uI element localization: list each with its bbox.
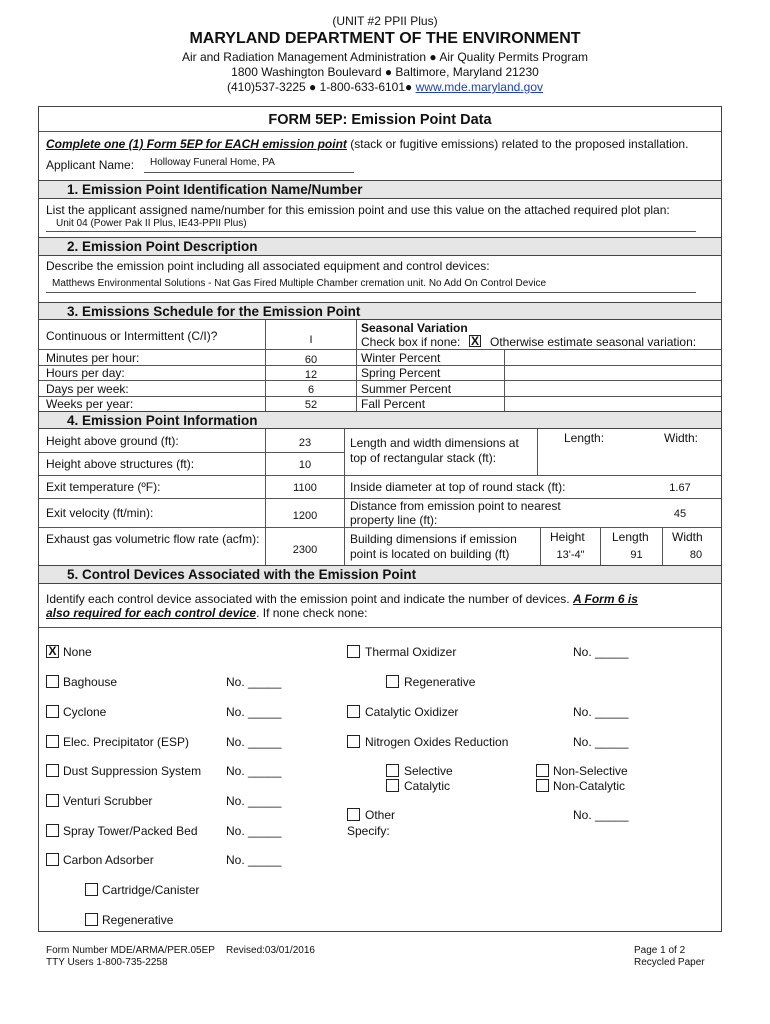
divider (356, 320, 357, 412)
divider (39, 527, 721, 528)
divider (537, 429, 538, 475)
divider (39, 349, 357, 350)
divider (39, 475, 721, 476)
inside-diameter-label: Inside diameter at top of round stack (ft): (350, 480, 566, 494)
exit-temp-value[interactable]: 1100 (293, 482, 317, 494)
nox-reduction-label: Nitrogen Oxides Reduction (365, 735, 509, 749)
form-title: FORM 5EP: Emission Point Data (268, 112, 492, 128)
summer-input[interactable] (505, 381, 721, 396)
winter-label: Winter Percent (361, 351, 441, 365)
other-checkbox[interactable] (347, 808, 360, 821)
carbon-adsorber-label: Carbon Adsorber (63, 853, 154, 867)
venturi-label: Venturi Scrubber (63, 794, 153, 808)
building-dimensions-label: Building dimensions if emission point is located on building (ft) (350, 532, 517, 561)
cyclone-checkbox[interactable] (46, 705, 59, 718)
non-selective-label: Non-Selective (553, 764, 628, 778)
baghouse-checkbox[interactable] (46, 675, 59, 688)
weeks-value[interactable]: 52 (304, 399, 318, 411)
thermal-oxidizer-checkbox[interactable] (347, 645, 360, 658)
minutes-label: Minutes per hour: (46, 351, 140, 365)
divider (344, 429, 345, 565)
dust-suppression-number[interactable]: No. _____ (226, 764, 282, 778)
section-1-text: List the applicant assigned name/number for this emission point and use this value on the attached required plot plan: (46, 203, 670, 217)
building-length-label: Length (612, 530, 649, 544)
height-structures-label: Height above structures (ft): (46, 457, 195, 471)
height-ground-value[interactable]: 23 (298, 437, 312, 449)
section-5-text-2: also required for each control device. If none check none: (46, 606, 368, 620)
non-selective-checkbox[interactable] (536, 764, 549, 777)
address-line-2: 1800 Washington Boulevard ● Baltimore, Maryland 21230 (231, 65, 539, 79)
fall-input[interactable] (505, 397, 721, 411)
esp-checkbox[interactable] (46, 735, 59, 748)
cyclone-label: Cyclone (63, 705, 107, 719)
regenerative-left-checkbox[interactable] (85, 913, 98, 926)
dust-suppression-checkbox[interactable] (46, 764, 59, 777)
flow-rate-value[interactable]: 2300 (292, 544, 318, 556)
spray-tower-label: Spray Tower/Packed Bed (63, 824, 198, 838)
continuous-value[interactable]: I (309, 334, 313, 346)
cartridge-checkbox[interactable] (85, 883, 98, 896)
section-2-text: Describe the emission point including all associated equipment and control devices: (46, 259, 490, 273)
divider (39, 131, 721, 132)
height-ground-label: Height above ground (ft): (46, 434, 179, 448)
fall-label: Fall Percent (361, 397, 426, 411)
tty-number: TTY Users 1-800-735-2258 (46, 957, 168, 968)
selective-label: Selective (404, 764, 453, 778)
venturi-number[interactable]: No. _____ (226, 794, 282, 808)
regenerative-right-checkbox[interactable] (386, 675, 399, 688)
department-title: MARYLAND DEPARTMENT OF THE ENVIRONMENT (189, 30, 581, 47)
esp-number[interactable]: No. _____ (226, 735, 282, 749)
summer-label: Summer Percent (361, 382, 452, 396)
building-height-label: Height (550, 530, 585, 544)
spring-input[interactable] (505, 366, 721, 380)
dust-suppression-label: Dust Suppression System (63, 764, 202, 778)
days-value[interactable]: 6 (307, 384, 315, 396)
minutes-value[interactable]: 60 (304, 354, 318, 366)
cartridge-label: Cartridge/Canister (102, 883, 200, 897)
days-label: Days per week: (46, 382, 129, 396)
winter-input[interactable] (505, 350, 721, 365)
building-width-label: Width (672, 530, 703, 544)
applicant-label: Applicant Name: (46, 158, 135, 172)
specify-label: Specify: (347, 824, 390, 838)
length-label: Length: (564, 431, 605, 445)
non-catalytic-label: Non-Catalytic (553, 779, 626, 793)
length-width-label: Length and width dimensions at top of rectangular stack (ft): (350, 436, 519, 465)
weeks-label: Weeks per year: (46, 397, 134, 411)
exit-velocity-value[interactable]: 1200 (292, 510, 318, 522)
distance-value[interactable]: 45 (673, 508, 687, 520)
hours-value[interactable]: 12 (304, 369, 318, 381)
specify-field[interactable] (398, 822, 698, 838)
spray-tower-number[interactable]: No. _____ (226, 824, 282, 838)
height-structures-value[interactable]: 10 (298, 459, 312, 471)
spray-tower-checkbox[interactable] (46, 824, 59, 837)
distance-label: Distance from emission point to nearest property line (ft): (350, 499, 561, 527)
venturi-checkbox[interactable] (46, 794, 59, 807)
contact-line: (410)537-3225 ● 1-800-633-6101● www.mde.maryland.gov (226, 80, 543, 94)
esp-label: Elec. Precipitator (ESP) (63, 735, 190, 749)
baghouse-number[interactable]: No. _____ (226, 675, 282, 689)
selective-checkbox[interactable] (386, 764, 399, 777)
page-number: Page 1 of 2 (634, 945, 686, 956)
none-label: None (63, 645, 92, 659)
thermal-oxidizer-number[interactable]: No. _____ (573, 645, 629, 659)
seasonal-otherwise: Otherwise estimate seasonal variation: (490, 335, 697, 349)
none-checkbox[interactable]: X (46, 645, 59, 658)
address-line-1: Air and Radiation Management Administration ● Air Quality Permits Program (181, 50, 589, 64)
spring-label: Spring Percent (361, 366, 441, 380)
section-2-header: 2. Emission Point Description (39, 237, 721, 256)
regenerative-right-label: Regenerative (404, 675, 476, 689)
building-length-value[interactable]: 91 (630, 549, 643, 561)
emission-point-id-value: Unit 04 (Power Pak II Plus, IE43-PPII Plus) (56, 218, 247, 229)
building-width-value[interactable]: 80 (689, 549, 703, 561)
exit-temp-label: Exit temperature (ºF): (46, 480, 161, 494)
applicant-value: Holloway Funeral Home, PA (150, 157, 275, 168)
baghouse-label: Baghouse (63, 675, 118, 689)
unit-label: (UNIT #2 PPII Plus) (332, 14, 438, 28)
recycled-paper: Recycled Paper (634, 957, 705, 968)
seasonal-check-label: Check box if none: (361, 335, 461, 349)
cyclone-number[interactable]: No. _____ (226, 705, 282, 719)
carbon-adsorber-number[interactable]: No. _____ (226, 853, 282, 867)
catalytic-checkbox[interactable] (386, 779, 399, 792)
thermal-oxidizer-label: Thermal Oxidizer (365, 645, 457, 659)
hours-label: Hours per day: (46, 366, 125, 380)
divider (39, 627, 721, 628)
other-number[interactable]: No. _____ (573, 808, 629, 822)
catalytic-oxidizer-label: Catalytic Oxidizer (365, 705, 459, 719)
nox-reduction-checkbox[interactable] (347, 735, 360, 748)
regenerative-left-label: Regenerative (102, 913, 174, 927)
section-5-header: 5. Control Devices Associated with the Emission Point (39, 565, 721, 584)
seasonal-title: Seasonal Variation (361, 321, 468, 335)
inside-diameter-value[interactable]: 1.67 (669, 482, 691, 494)
other-label: Other (365, 808, 396, 822)
carbon-adsorber-checkbox[interactable] (46, 853, 59, 866)
revised-date: Revised:03/01/2016 (226, 945, 315, 956)
flow-rate-label: Exhaust gas volumetric flow rate (acfm): (46, 532, 260, 546)
continuous-label: Continuous or Intermittent (C/I)? (46, 329, 218, 343)
section-3-header: 3. Emissions Schedule for the Emission Point (39, 302, 721, 320)
catalytic-label: Catalytic (404, 779, 451, 793)
exit-velocity-label: Exit velocity (ft/min): (46, 506, 154, 520)
emission-point-description-value: Matthews Environmental Solutions - Nat Gas Fired Multiple Chamber cremation unit. No Add On Control Device (52, 278, 547, 289)
form-number: Form Number MDE/ARMA/PER.05EP (46, 945, 215, 956)
website-link[interactable]: www.mde.maryland.gov (415, 80, 543, 94)
building-height-value[interactable]: 13'-4" (556, 549, 585, 561)
seasonal-none-checkbox[interactable]: X (470, 334, 479, 348)
section-1-header: 1. Emission Point Identification Name/Number (39, 180, 721, 199)
instruction: Complete one (1) Form 5EP for EACH emission point (stack or fugitive emissions) related to the proposed installation. (46, 137, 689, 151)
nox-reduction-number[interactable]: No. _____ (573, 735, 629, 749)
catalytic-oxidizer-number[interactable]: No. _____ (573, 705, 629, 719)
section-4-header: 4. Emission Point Information (39, 411, 721, 429)
section-5-text-1: Identify each control device associated with the emission point and indicate the number of devices. A Form 6 is (46, 592, 638, 606)
divider (39, 452, 345, 453)
width-label: Width: (664, 431, 699, 445)
non-catalytic-checkbox[interactable] (536, 779, 549, 792)
catalytic-oxidizer-checkbox[interactable] (347, 705, 360, 718)
